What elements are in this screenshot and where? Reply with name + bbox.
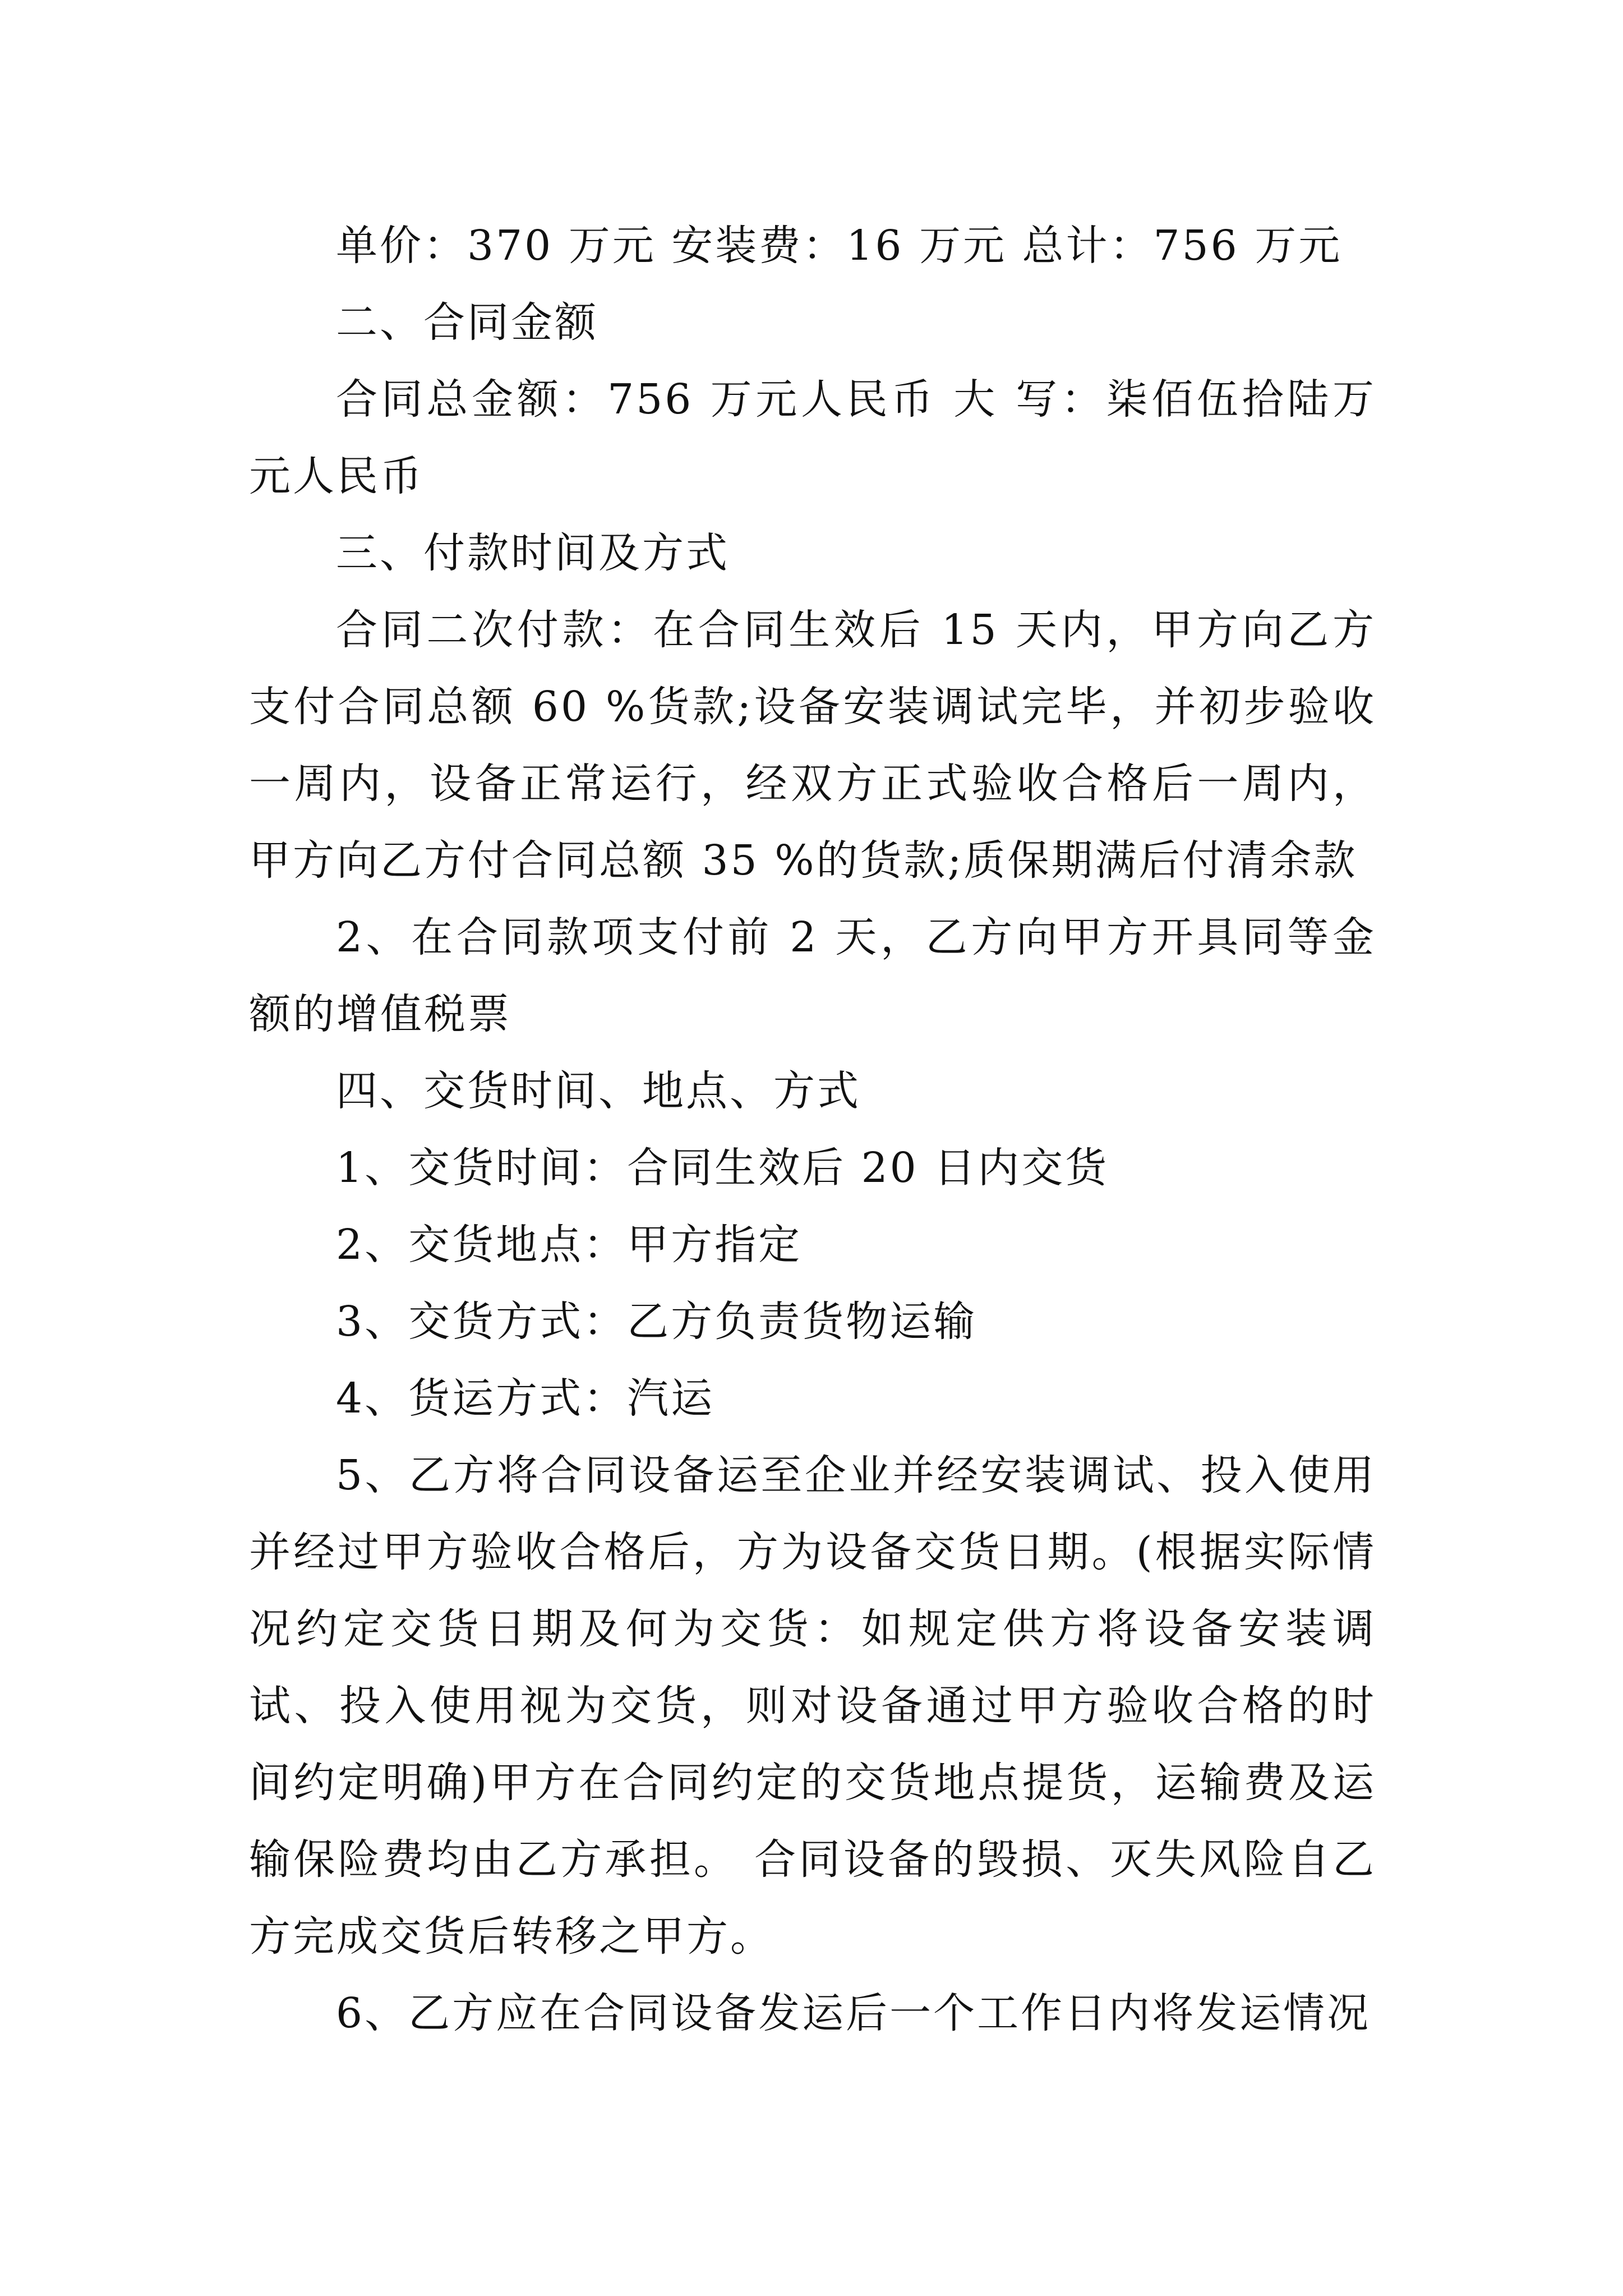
document-body bbox=[249, 208, 1376, 2052]
section-heading-contract-amount: 二、合同金额 bbox=[336, 298, 598, 347]
section-heading-delivery: 四、交货时间、地点、方式 bbox=[336, 1067, 861, 1115]
delivery-place-item: 2、交货地点：甲方指定 bbox=[336, 1221, 803, 1269]
invoice-paragraph: 2、在合同款项支付前 2 天，乙方向甲方开具同等金额的增值税票 bbox=[249, 913, 1376, 1038]
total-amount-paragraph: 合同总金额：756 万元人民币 大 写：柒佰伍拾陆万元人民币 bbox=[249, 375, 1376, 500]
delivery-method-item: 3、交货方式：乙方负责货物运输 bbox=[336, 1297, 978, 1346]
shipping-notice-paragraph: 6、乙方应在合同设备发运后一个工作日内将发运情况 bbox=[336, 1989, 1371, 2037]
delivery-date-paragraph: 5、乙方将合同设备运至企业并经安装调试、投入使用并经过甲方验收合格后，方为设备交货日期。(根据实际情况约定交货日期及何为交货：如规定供方将设备安装调试、投入使用视为交货，则对设备通过甲方验收合格的时间约定明确)甲方在合同约定的交货地点提货，运输费及运输保险费均由乙方承担。 合同设备的毁损、灭失风险自乙方完成交货后转移之甲方。 bbox=[249, 1451, 1376, 1961]
section-heading-payment: 三、付款时间及方式 bbox=[336, 529, 730, 577]
price-line: 单价：370 万元 安装费：16 万元 总计：756 万元 bbox=[336, 222, 1343, 270]
payment-terms-paragraph: 合同二次付款：在合同生效后 15 天内，甲方向乙方支付合同总额 60 %货款;设备安装调试完毕，并初步验收一周内，设备正常运行，经双方正式验收合格后一周内，甲方向乙方付合同总额 35 %的货款;质保期满后付清余款 bbox=[249, 606, 1376, 885]
shipping-method-item: 4、货运方式：汽运 bbox=[336, 1374, 715, 1423]
delivery-time-item: 1、交货时间：合同生效后 20 日内交货 bbox=[336, 1144, 1109, 1192]
